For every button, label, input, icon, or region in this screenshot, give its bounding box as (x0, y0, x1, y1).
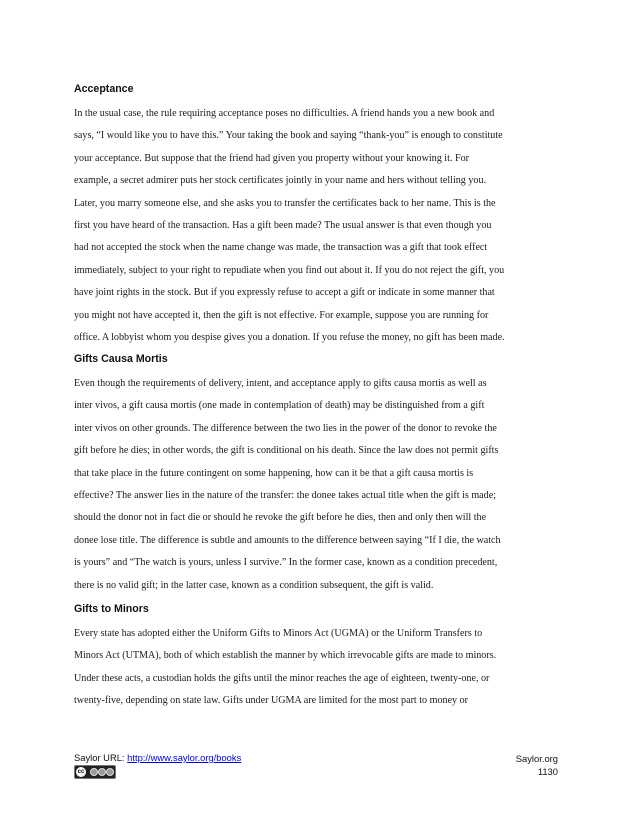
text-line: should the donor not in fact die or should he revoke the gift before he dies, then and only then will the (74, 512, 487, 524)
paragraph-acceptance (74, 103, 558, 349)
section-heading-gifts-causa-mortis: Gifts Causa Mortis (74, 353, 168, 365)
text-line: Later, you marry someone else, and she asks you to transfer the certificates back to her name. This is the (74, 197, 496, 209)
text-line: there is no valid gift; in the latter case, known as a condition subsequent, the gift is valid. (74, 579, 434, 591)
text-line: had not accepted the stock when the name change was made, the transaction was a gift that took effect (74, 242, 488, 254)
page-number: 1130 (537, 766, 558, 777)
text-line: inter vivos, a gift causa mortis (one made in contemplation of death) may be distinguished from a gift (74, 400, 485, 412)
footer-url-label: Saylor URL: (74, 752, 128, 763)
creative-commons-license-icon[interactable] (74, 765, 116, 779)
footer-site: Saylor.org (515, 753, 558, 764)
footer-right (516, 752, 558, 778)
text-line: have joint rights in the stock. But if you expressly refuse to accept a gift or indicate in some manner that (74, 287, 495, 299)
text-line: Even though the requirements of delivery, intent, and acceptance apply to gifts causa mortis as well as (74, 378, 487, 389)
paragraph-gifts-causa-mortis (74, 373, 558, 597)
text-line: Minors Act (UTMA), both of which establish the manner by which irrevocable gifts are made to minors. (74, 650, 497, 662)
text-line: office. A lobbyist whom you despise gives you a donation. If you refuse the money, no gift has been made. (74, 332, 505, 344)
text-line: your acceptance. But suppose that the friend had given you property without your knowing it. For (74, 152, 469, 164)
text-line: example, a secret admirer puts her stock certificates jointly in your name and hers without telling you. (74, 175, 487, 187)
text-line: you might not have accepted it, then the gift is not effective. For example, suppose you are running for (74, 309, 489, 321)
section-heading-acceptance: Acceptance (74, 83, 134, 95)
text-line: inter vivos on other grounds. The difference between the two lies in the power of the donor to revoke the (74, 422, 497, 434)
text-line: first you have heard of the transaction. Has a gift been made? The usual answer is that even though you (74, 220, 492, 232)
text-line: Every state has adopted either the Uniform Gifts to Minors Act (UGMA) or the Uniform Transfers to (74, 628, 483, 639)
text-line: effective? The answer lies in the nature of the transfer: the donee takes actual title when the gift is made; (74, 490, 496, 502)
text-line: In the usual case, the rule requiring acceptance poses no difficulties. A friend hands you a new book and (74, 108, 495, 119)
cc-sa-icon (106, 768, 114, 776)
paragraph-gifts-to-minors (74, 623, 558, 713)
cc-by-icon (90, 768, 98, 776)
cc-nc-icon (98, 768, 106, 776)
text-line: twenty-five, depending on state law. Gifts under UGMA are limited for the most part to money or (74, 695, 469, 707)
text-line: gift before he dies; in other words, the gift is conditional on his death. Since the law does not permit gifts (74, 445, 499, 457)
section-heading-gifts-to-minors: Gifts to Minors (74, 603, 149, 615)
text-line: is yours” and “The watch is yours, unless I survive.” In the former case, known as a condition precedent, (74, 557, 498, 569)
text-line: immediately, subject to your right to repudiate when you find out about it. If you do not reject the gift, you (74, 264, 505, 276)
text-line: that take place in the future contingent on some happening, how can it be that a gift causa mortis is (74, 467, 474, 479)
text-line: Under these acts, a custodian holds the gifts until the minor reaches the age of eighteen, twenty-one, or (74, 672, 490, 684)
text-line: donee lose title. The difference is subtle and amounts to the difference between saying “If I die, the watch (74, 534, 501, 546)
text-line: says, “I would like you to have this.” Your taking the book and saying “thank-you” is enough to constitute (74, 130, 503, 142)
page-footer (74, 752, 558, 792)
footer-url-link[interactable]: http://www.saylor.org/books (127, 752, 242, 763)
footer-source (74, 752, 241, 763)
cc-logo-icon: cc (77, 769, 85, 775)
